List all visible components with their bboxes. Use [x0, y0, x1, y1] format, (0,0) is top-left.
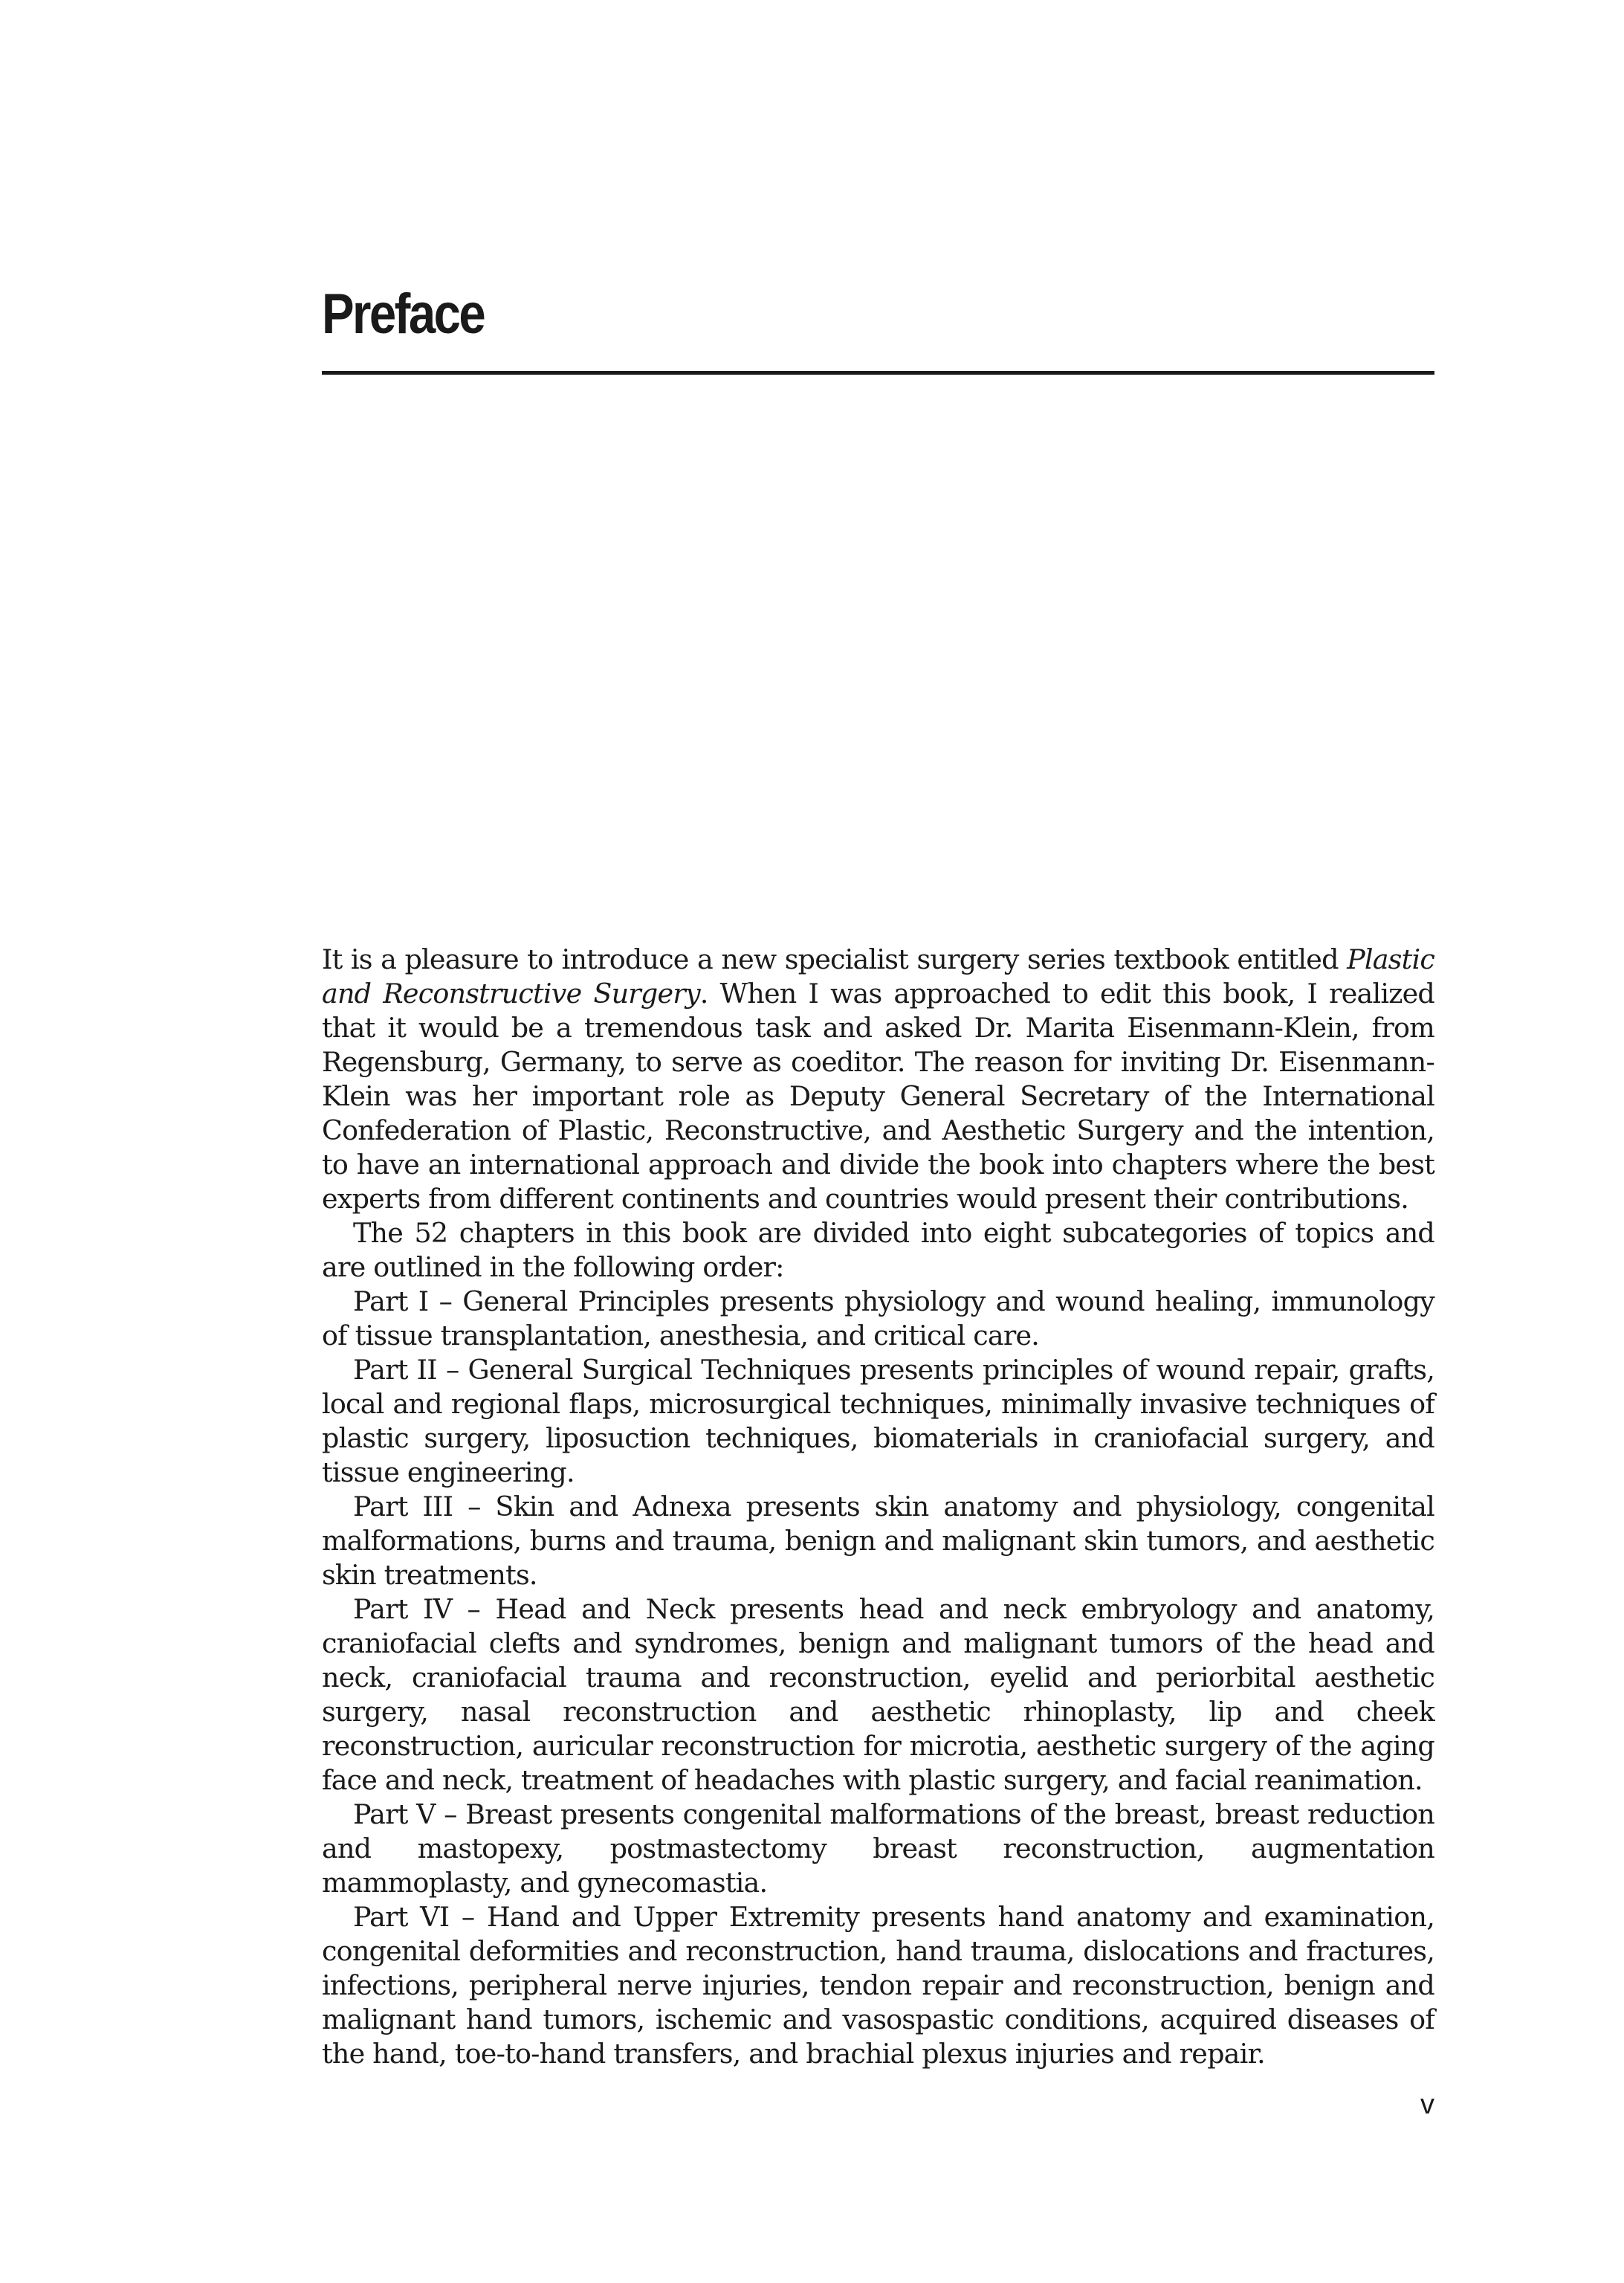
title-rule: [322, 371, 1434, 375]
paragraph-part-v: Part V – Breast presents congenital malformations of the breast, breast reduction and mastopexy, postmastectomy breast reconstruction, augmentation mammoplasty, and gynecomastia.: [322, 1798, 1434, 1899]
paragraph-intro: [322, 943, 1434, 1216]
paragraph-part-iv: Part IV – Head and Neck presents head and neck embryology and anatomy, craniofacial clefts and syndromes, benign and malignant tumors of the head and neck, craniofacial trauma and reconstruction, eyelid and periorbital aesthetic surgery, nasal reconstruction and aesthetic rhinoplasty, lip and cheek reconstruction, auricular reconstruction for microtia, aesthetic surgery of the aging face and neck, treatment of headaches with plastic surgery, and facial reanimation.: [322, 1593, 1434, 1796]
paragraph-part-vi: Part VI – Hand and Upper Extremity presents hand anatomy and examination, congenital deformities and reconstruction, hand trauma, dislocations and fractures, infections, peripheral nerve injuries, tendon repair and reconstruction, benign and malignant hand tumors, ischemic and vasospastic conditions, acquired diseases of the hand, toe-to-hand transfers, and brachial plexus injuries and repair.: [322, 1901, 1434, 2070]
intro-text-after: . When I was approached to edit this book, I realized that it would be a tremendous task and asked Dr. Marita Eisenmann-Klein, from Regensburg, Germany, to serve as coeditor. The reason for inviting Dr. Eisenmann-Klein was her important role as Deputy General Secretary of the International Confederation of Plastic, Reconstructive, and Aesthetic Surgery and the intention, to have an international approach and divide the book into chapters where the best experts from different continents and countries would present their contributions.: [322, 978, 1434, 1215]
intro-text-before: It is a pleasure to introduce a new specialist surgery series textbook entitled: [322, 943, 1348, 975]
page-title: Preface: [322, 282, 485, 346]
page-number: v: [1420, 2089, 1434, 2120]
paragraph-part-ii: Part II – General Surgical Techniques presents principles of wound repair, grafts, local and regional flaps, microsurgical techniques, minimally invasive techniques of plastic surgery, liposuction techniques, biomaterials in craniofacial surgery, and tissue engineering.: [322, 1354, 1434, 1488]
preface-body: [322, 943, 1434, 2071]
paragraph-chapters: The 52 chapters in this book are divided into eight subcategories of topics and are outlined in the following order:: [322, 1217, 1434, 1283]
paragraph-part-i: Part I – General Principles presents physiology and wound healing, immunology of tissue transplantation, anesthesia, and critical care.: [322, 1285, 1434, 1352]
book-title-italic: Plastic and Reconstructive Surgery: [322, 943, 1434, 1010]
paragraph-part-iii: Part III – Skin and Adnexa presents skin anatomy and physiology, congenital malformations, burns and trauma, benign and malignant skin tumors, and aesthetic skin treatments.: [322, 1491, 1434, 1591]
